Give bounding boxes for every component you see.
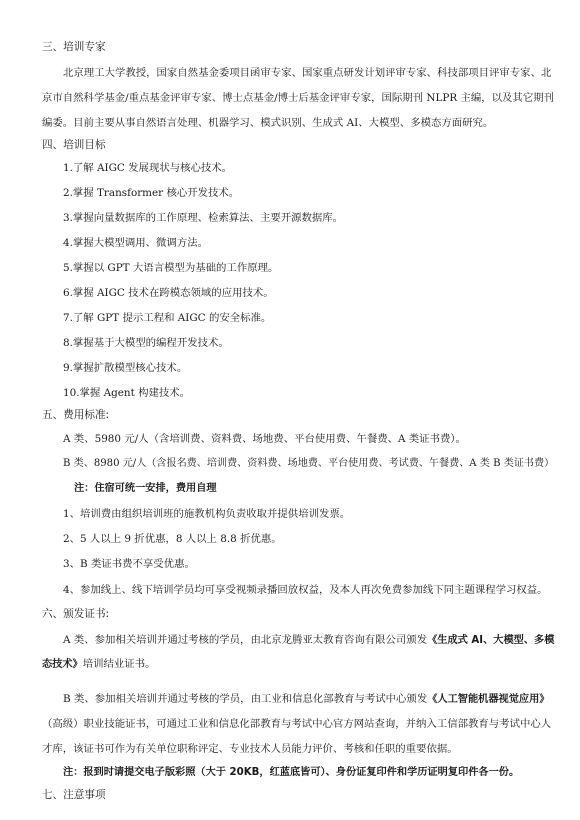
section-heading-notes: 七、注意事项 bbox=[42, 789, 106, 801]
certificate-a-title: 《生成式 AI、大模型、多模 bbox=[427, 635, 555, 646]
list-item: 8.掌握基于大模型的编程开发技术。 bbox=[63, 337, 229, 349]
certificate-b-title: 《人工智能机器视觉应用》 bbox=[427, 694, 550, 705]
certificate-a-line bbox=[42, 657, 155, 672]
paragraph-line: 北京理工大学教授，国家自然基金委项目函审专家、国家重点研发计划评审专家、科技部项目评审专家、北 bbox=[63, 67, 552, 79]
list-item: 10.掌握 Agent 构建技术。 bbox=[63, 387, 191, 399]
list-item: 2、5 人以上 9 折优惠，8 人以上 8.8 折优惠。 bbox=[63, 533, 282, 545]
list-item: 2.掌握 Transformer 核心开发技术。 bbox=[63, 187, 240, 199]
list-item: 6.掌握 AIGC 技术在跨模态领域的应用技术。 bbox=[63, 287, 274, 299]
section-heading-certificates: 六、颁发证书: bbox=[42, 608, 110, 620]
list-item: 3、B 类证书费不享受优惠。 bbox=[63, 558, 195, 570]
fee-note: 注：住宿可统一安排，费用自理 bbox=[74, 483, 217, 494]
registration-note: 注：报到时请提交电子版彩照（大于 20KB，红蓝底皆可）、身份证复印件和学历证明复印件各一份。 bbox=[63, 767, 520, 778]
certificate-b-line: （高级）职业技能证书，可通过工业和信息化部教育与考试中心官方网站查询，并纳入工信部教育与考试中心人 bbox=[42, 718, 552, 730]
list-item: 7.了解 GPT 提示工程和 AIGC 的安全标准。 bbox=[63, 312, 272, 324]
section-heading-experts: 三、培训专家 bbox=[42, 41, 106, 53]
certificate-a-text: 培训结业证书。 bbox=[82, 658, 156, 670]
list-item: 9.掌握扩散模型核心技术。 bbox=[63, 362, 188, 374]
list-item: 4、参加线上、线下培训学员均可享受视频录播回放权益，及本人再次免费参加线下同主题课程学习权益。 bbox=[63, 584, 548, 596]
section-heading-goals: 四、培训目标 bbox=[42, 139, 106, 151]
certificate-b-line bbox=[63, 692, 549, 707]
list-item: 4.掌握大模型调用、微调方法。 bbox=[63, 237, 208, 249]
fee-class-b: B 类、8980 元/人（含报名费、培训费、资料费、场地费、平台使用费、考试费、午餐费、A 类 B 类证书费） bbox=[63, 458, 555, 469]
paragraph-line: 编委。目前主要从事自然语言处理、机器学习、模式识别、生成式 AI、大模型、多模态方面研究。 bbox=[42, 117, 494, 129]
fee-class-a: A 类、5980 元/人（含培训费、资料费、场地费、平台使用费、午餐费、A 类证书费）。 bbox=[63, 433, 466, 445]
paragraph-line: 京市自然科学基金/重点基金评审专家、博士点基金/博士后基金评审专家，国际期刊 NLPR 主编，以及其它期刊 bbox=[42, 92, 554, 104]
section-heading-fees: 五、费用标准: bbox=[42, 409, 110, 421]
certificate-a-title: 态技术》 bbox=[42, 659, 83, 670]
certificate-b-text: B 类、参加相关培训并通过考核的学员，由工业和信息化部教育与考试中心颁发 bbox=[63, 693, 428, 705]
list-item: 3.掌握向量数据库的工作原理、检索算法、主要开源数据库。 bbox=[63, 212, 344, 224]
list-item: 1、培训费由组织培训班的施教机构负责收取并提供培训发票。 bbox=[63, 508, 351, 520]
list-item: 1.了解 AIGC 发展现状与核心技术。 bbox=[63, 162, 233, 174]
certificate-b-line: 才库，该证书可作为有关单位职称评定、专业技术人员能力评价、考核和任职的重要依据。 bbox=[42, 743, 458, 755]
certificate-a-line bbox=[63, 633, 554, 648]
list-item: 5.掌握以 GPT 大语言模型为基础的工作原理。 bbox=[63, 262, 279, 274]
certificate-a-text: A 类、参加相关培训并通过考核的学员，由北京龙腾亚太教育咨询有限公司颁发 bbox=[63, 634, 428, 646]
